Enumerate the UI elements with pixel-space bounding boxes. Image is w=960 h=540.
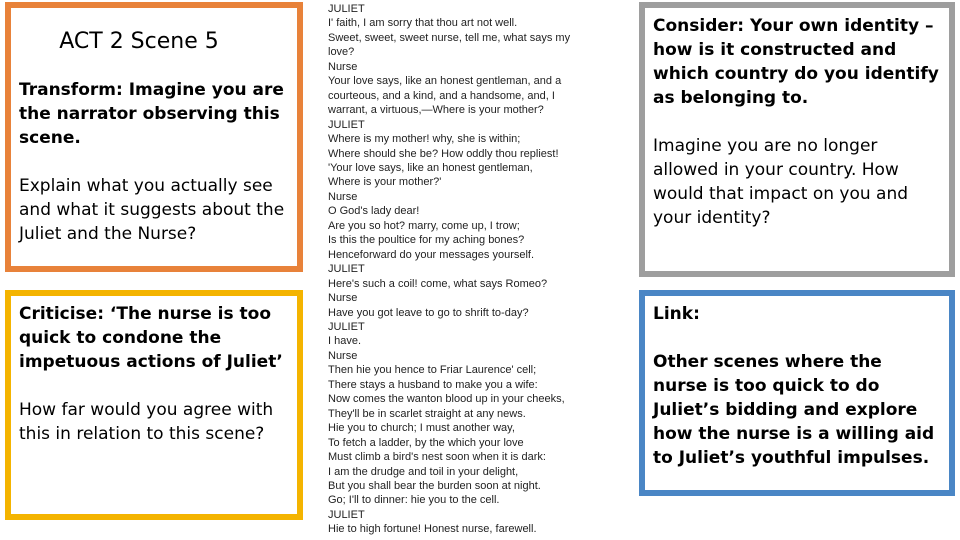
script-line: Where is my mother! why, she is within; [328,133,521,146]
consider-task-box [639,2,955,277]
script-line: Hie you to church; I must another way, [328,422,515,435]
script-line: Go; I'll to dinner: hie you to the cell. [328,494,500,507]
criticise-heading: Criticise: ‘The nurse is too quick to condone the impetuous actions of Juliet’ [19,304,283,372]
script-line: I have. [328,335,362,348]
script-line: Your love says, like an honest gentleman, and a [328,75,562,88]
script-line: O God's lady dear! [328,205,420,218]
transform-task-box [5,2,303,272]
script-line: Where should she be? How oddly thou repliest! [328,147,559,160]
consider-heading: Consider: Your own identity – how is it constructed and which country do you identify as belonging to. [653,16,939,108]
link-body: Other scenes where the nurse is too quick to do Juliet’s bidding and explore how the nurse is a willing aid to Juliet’s youthful impulses. [653,352,935,468]
script-line: JULIET [328,320,365,333]
script-line: courteous, and a kind, and a handsome, and, I [328,89,555,102]
transform-body: Explain what you actually see and what it suggests about the Juliet and the Nurse? [19,176,285,244]
script-line: love? [328,46,355,59]
script-line: Is this the poultice for my aching bones? [328,234,525,247]
script-line: There stays a husband to make you a wife: [328,378,538,391]
script-line: Then hie you hence to Friar Laurence' cell; [328,364,537,377]
criticise-body: How far would you agree with this in relation to this scene? [19,400,274,444]
consider-body: Imagine you are no longer allowed in your country. How would that impact on you and your identity? [653,136,909,228]
script-line: Now comes the wanton blood up in your cheeks, [328,393,565,406]
script-line: 'Your love says, like an honest gentleman, [328,161,533,174]
link-task-box [639,290,955,496]
criticise-task-box [5,290,303,520]
script-line: Nurse [328,349,358,362]
script-line: Where is your mother?' [328,176,442,189]
script-line: Nurse [328,60,358,73]
script-line: But you shall bear the burden soon at night. [328,479,541,492]
script-line: Have you got leave to go to shrift to-day? [328,306,529,319]
script-line: Sweet, sweet, sweet nurse, tell me, what says my [328,31,571,44]
script-line: They'll be in scarlet straight at any news. [328,407,526,420]
script-line: JULIET [328,263,365,276]
script-line: JULIET [328,508,365,521]
script-line: I am the drudge and toil in your delight, [328,465,519,478]
scene-title: ACT 2 Scene 5 [59,29,219,54]
script-line: Henceforward do your messages yourself. [328,248,535,261]
script-line: JULIET [328,3,365,15]
link-heading: Link: [653,304,700,324]
transform-heading: Transform: Imagine you are the narrator observing this scene. [19,80,284,148]
script-line: Hie to high fortune! Honest nurse, farewell. [328,523,537,536]
script-line: Must climb a bird's nest soon when it is dark: [328,451,546,464]
script-line: Nurse [328,190,358,203]
script-line: warrant, a virtuous,—Where is your mother? [328,104,544,117]
script-line: To fetch a ladder, by the which your love [328,436,524,449]
script-line: I' faith, I am sorry that thou art not well. [328,17,518,30]
play-script-excerpt [328,2,620,540]
script-line: JULIET [328,118,365,131]
script-line: Here's such a coil! come, what says Romeo? [328,277,548,290]
script-line: Nurse [328,292,358,305]
script-line: Are you so hot? marry, come up, I trow; [328,219,520,232]
